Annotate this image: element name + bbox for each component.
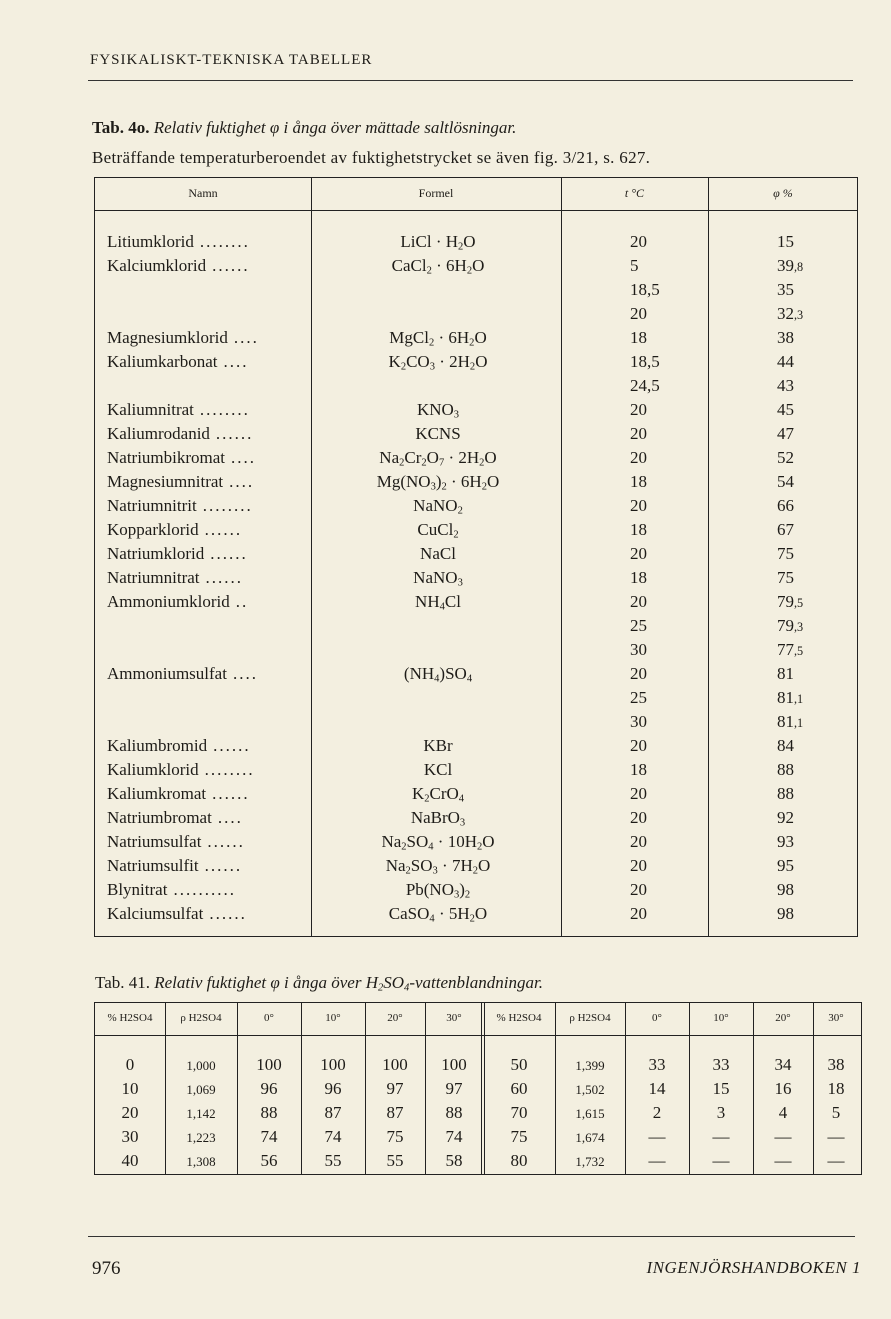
table-cell: — <box>648 1151 666 1170</box>
leader-dots: ...... <box>204 520 243 539</box>
table-cell: — <box>774 1151 792 1170</box>
table-row <box>95 352 857 376</box>
salt-formula: MgCl$_2$ · $6H_2O$ <box>389 328 487 349</box>
temperature-value: 20 <box>630 664 647 683</box>
column-header: 20° <box>775 1012 791 1024</box>
column-header-formula: Formel <box>418 186 454 200</box>
salt-name: Kaliumbromid ...... <box>107 736 251 755</box>
salt-name: Natriumbikromat .... <box>107 448 257 467</box>
temperature-value: 20 <box>630 424 647 443</box>
column-header: 30° <box>828 1012 844 1024</box>
leader-dots: ...... <box>205 568 244 587</box>
humidity-value: 95 <box>777 856 794 875</box>
table-row <box>95 472 857 496</box>
table-cell: 30 <box>121 1127 139 1146</box>
salt-formula: KCl <box>423 760 453 779</box>
temperature-value: 30 <box>630 712 647 731</box>
temperature-value: 18,5 <box>630 352 660 371</box>
book-title: INGENJÖRSHANDBOKEN 1 <box>646 1258 861 1277</box>
humidity-value: 88 <box>777 784 794 803</box>
humidity-value: 39,8 <box>777 256 804 275</box>
leader-dots: .... <box>232 664 258 683</box>
table-cell: — <box>827 1151 845 1170</box>
column-header: ρ H2SO4 <box>569 1012 611 1024</box>
table-cell: 34 <box>774 1055 792 1074</box>
table-row <box>95 688 857 712</box>
salt-name: Kaliumrodanid ...... <box>107 424 254 443</box>
leader-dots: .... <box>233 328 259 347</box>
humidity-value: 43 <box>777 376 794 395</box>
salt-name: Natriumsulfit ...... <box>107 856 243 875</box>
humidity-sulfuric-acid-table <box>94 1002 862 1175</box>
table-row <box>95 448 857 472</box>
salt-name: Magnesiumnitrat .... <box>107 472 255 491</box>
table-cell: 38 <box>827 1055 845 1074</box>
table-cell: 4 <box>778 1103 788 1122</box>
salt-name: Kaliumkarbonat .... <box>107 352 249 371</box>
table-cell: 16 <box>774 1079 792 1098</box>
temperature-value: 25 <box>630 616 647 635</box>
table-cell: 87 <box>324 1103 342 1122</box>
table-cell: 74 <box>324 1127 342 1146</box>
temperature-value: 5 <box>630 256 639 275</box>
salt-formula: $Na_2Cr_2O_7 \cdot 2H_2O$ <box>379 448 497 469</box>
table41-title: Relativ fuktighet φ i ånga över $H_2SO_4$-vattenblandningar. <box>154 973 543 994</box>
leader-dots: ...... <box>210 544 248 563</box>
table-row <box>95 592 857 616</box>
table40-title: Relativ fuktighet φ i ånga över mättade saltlösningar. <box>153 118 517 137</box>
temperature-value: 18 <box>630 472 647 491</box>
table-cell: 33 <box>712 1055 730 1074</box>
table-cell: 1,502 <box>575 1082 605 1097</box>
column-header: 0° <box>652 1012 662 1024</box>
humidity-value: 38 <box>777 328 794 347</box>
salt-formula: NaNO$_3$ <box>413 568 463 589</box>
table-cell: 18 <box>827 1079 845 1098</box>
table-cell: 96 <box>324 1079 342 1098</box>
table-cell: 55 <box>324 1151 342 1170</box>
table-row <box>95 808 857 832</box>
table-cell: 5 <box>831 1103 841 1122</box>
salt-name: Natriumklorid ...... <box>107 544 248 563</box>
table-cell: 1,069 <box>186 1082 216 1097</box>
temperature-value: 20 <box>630 448 647 467</box>
leader-dots: ...... <box>209 904 247 923</box>
humidity-value: 75 <box>777 544 794 563</box>
table-cell: — <box>712 1151 730 1170</box>
humidity-value: 54 <box>777 472 794 491</box>
temperature-value: 20 <box>630 592 647 611</box>
humidity-value: 47 <box>777 424 794 443</box>
leader-dots: ........ <box>204 760 255 779</box>
humidity-value: 75 <box>777 568 794 587</box>
temperature-value: 18 <box>630 520 647 539</box>
temperature-value: 20 <box>630 736 647 755</box>
table-cell: — <box>712 1127 730 1146</box>
humidity-value: 84 <box>777 736 794 755</box>
salt-name: Magnesiumklorid .... <box>107 328 259 347</box>
temperature-value: 24,5 <box>630 376 660 395</box>
salt-name: Kaliumkromat ...... <box>107 784 250 803</box>
table41-caption <box>95 973 543 993</box>
table40-caption <box>92 118 516 138</box>
humidity-salt-table <box>94 177 858 937</box>
humidity-value: 44 <box>777 352 794 371</box>
column-header: % H2SO4 <box>107 1012 153 1024</box>
table-cell: 2 <box>652 1103 662 1122</box>
table-row <box>95 232 857 256</box>
leader-dots: ...... <box>212 256 250 275</box>
table-cell: 14 <box>648 1079 666 1098</box>
salt-formula: NaNO$_2$ <box>413 496 463 517</box>
humidity-value: 45 <box>777 400 794 419</box>
humidity-value: 81,1 <box>777 688 804 707</box>
temperature-value: 20 <box>630 808 647 827</box>
table-cell: 40 <box>121 1151 139 1170</box>
table-cell: — <box>774 1127 792 1146</box>
table-cell: 1,308 <box>186 1154 216 1169</box>
column-header: % H2SO4 <box>496 1012 542 1024</box>
table-cell: 1,615 <box>575 1106 605 1121</box>
table-row <box>95 520 857 544</box>
temperature-value: 20 <box>630 904 647 923</box>
table-cell: 0 <box>125 1055 135 1074</box>
salt-formula: $Na_2SO_4 \cdot 10H_2O$ <box>381 832 495 853</box>
table-row <box>95 328 857 352</box>
humidity-value: 79,5 <box>777 592 804 611</box>
salt-name: Kalciumsulfat ...... <box>107 904 247 923</box>
temperature-value: 20 <box>630 880 647 899</box>
footer-rule <box>88 1236 855 1237</box>
humidity-value: 15 <box>777 232 794 251</box>
table-cell: 75 <box>386 1127 404 1146</box>
humidity-value: 81,1 <box>777 712 804 731</box>
humidity-value: 35 <box>777 280 794 299</box>
salt-formula: KCNS <box>415 424 461 443</box>
salt-formula: CuCl$_2$ <box>417 520 459 541</box>
table-cell: 1,000 <box>186 1058 216 1073</box>
leader-dots: .... <box>217 808 243 827</box>
column-header: 0° <box>264 1012 274 1024</box>
table-cell: 55 <box>386 1151 404 1170</box>
table-row <box>95 784 857 808</box>
table-cell: 88 <box>260 1103 278 1122</box>
column-header: 20° <box>387 1012 403 1024</box>
temperature-value: 18 <box>630 568 647 587</box>
salt-formula: $Mg(NO_3)_2 \cdot 6H_2O$ <box>376 472 500 493</box>
leader-dots: .......... <box>173 880 236 899</box>
table-row <box>95 760 857 784</box>
salt-name: Ammoniumsulfat .... <box>107 664 258 683</box>
salt-name: Natriumnitrat ...... <box>107 568 244 587</box>
table41-header-rule <box>95 1035 861 1036</box>
temperature-value: 20 <box>630 400 647 419</box>
table-row <box>95 616 857 640</box>
salt-name: Natriumsulfat ...... <box>107 832 245 851</box>
table-row <box>95 736 857 760</box>
salt-formula: NaBrO$_3$ <box>410 808 466 829</box>
temperature-value: 20 <box>630 304 647 323</box>
temperature-value: 20 <box>630 784 647 803</box>
salt-formula: $K_2CrO_4$ <box>411 784 465 805</box>
running-title: FYSIKALISKT-TEKNISKA TABELLER <box>90 52 373 68</box>
header-rule <box>88 80 853 81</box>
table-row <box>95 832 857 856</box>
salt-formula: CaCl$_2$ · $6H_2O$ <box>391 256 485 277</box>
humidity-value: 92 <box>777 808 794 827</box>
leader-dots: ...... <box>215 424 254 443</box>
table-cell: 3 <box>716 1103 726 1122</box>
table-cell: 10 <box>121 1079 139 1098</box>
column-header-temperature: t °C <box>624 186 645 200</box>
leader-dots: ...... <box>204 856 243 875</box>
table-cell: 33 <box>648 1055 666 1074</box>
table-row <box>95 376 857 400</box>
table-row <box>95 544 857 568</box>
table-row <box>95 256 857 280</box>
humidity-value: 79,3 <box>777 616 804 635</box>
salt-name: Ammoniumklorid .. <box>107 592 249 611</box>
table-cell: — <box>648 1127 666 1146</box>
table-cell: 74 <box>445 1127 463 1146</box>
temperature-value: 20 <box>630 232 647 251</box>
column-header: 10° <box>713 1012 729 1024</box>
salt-formula: $NH_4Cl$ <box>415 592 461 613</box>
table-cell: 58 <box>445 1151 463 1170</box>
temperature-value: 18,5 <box>630 280 660 299</box>
humidity-value: 52 <box>777 448 794 467</box>
column-header-humidity: φ % <box>773 186 793 200</box>
table-row <box>95 400 857 424</box>
page-number: 976 <box>92 1258 121 1279</box>
salt-name: Kopparklorid ...... <box>107 520 243 539</box>
humidity-value: 67 <box>777 520 794 539</box>
salt-name: Natriumbromat .... <box>107 808 243 827</box>
table41-number: Tab. 41. <box>95 973 150 992</box>
table-cell: 97 <box>386 1079 404 1098</box>
salt-formula: $(NH_4)SO_4$ <box>403 664 473 685</box>
table-cell: — <box>827 1127 845 1146</box>
column-header: 10° <box>325 1012 341 1024</box>
salt-name: Blynitrat .......... <box>107 880 236 899</box>
table-cell: 1,142 <box>186 1106 216 1121</box>
table-cell: 70 <box>510 1103 528 1122</box>
salt-formula: $K_2CO_3 \cdot 2H_2O$ <box>388 352 488 373</box>
salt-name: Natriumnitrit ........ <box>107 496 253 515</box>
table-row <box>95 712 857 736</box>
leader-dots: .... <box>231 448 257 467</box>
leader-dots: .... <box>229 472 255 491</box>
table-cell: 1,399 <box>575 1058 605 1073</box>
leader-dots: ...... <box>207 832 245 851</box>
table-row <box>95 856 857 880</box>
humidity-value: 66 <box>777 496 794 515</box>
table-row <box>95 880 857 904</box>
leader-dots: ........ <box>199 400 250 419</box>
leader-dots: ...... <box>213 736 251 755</box>
salt-name: Kalciumklorid ...... <box>107 256 250 275</box>
salt-formula: KBr <box>423 736 453 755</box>
leader-dots: ........ <box>199 232 250 251</box>
humidity-value: 88 <box>777 760 794 779</box>
table40-number: Tab. 4o. <box>92 118 150 137</box>
humidity-value: 98 <box>777 904 794 923</box>
temperature-value: 25 <box>630 688 647 707</box>
table-cell: 80 <box>510 1151 528 1170</box>
table-row <box>95 424 857 448</box>
salt-formula: $Na_2SO_3 \cdot 7H_2O$ <box>385 856 491 877</box>
temperature-value: 18 <box>630 760 647 779</box>
salt-formula: NaCl <box>420 544 456 563</box>
leader-dots: ........ <box>202 496 253 515</box>
temperature-value: 20 <box>630 496 647 515</box>
table-cell: 74 <box>260 1127 278 1146</box>
table-cell: 100 <box>320 1055 346 1074</box>
salt-formula: $KNO_3$ <box>416 400 460 421</box>
humidity-value: 81 <box>777 664 794 683</box>
table-row <box>95 304 857 328</box>
salt-name: Kaliumnitrat ........ <box>107 400 250 419</box>
temperature-value: 20 <box>630 856 647 875</box>
humidity-value: 77,5 <box>777 640 804 659</box>
table-row <box>95 904 857 928</box>
table-cell: 20 <box>121 1103 139 1122</box>
temperature-value: 20 <box>630 544 647 563</box>
table-cell: 88 <box>445 1103 463 1122</box>
table-cell: 75 <box>510 1127 528 1146</box>
table-row <box>95 664 857 688</box>
table-cell: 100 <box>382 1055 408 1074</box>
table-cell: 15 <box>712 1079 730 1098</box>
humidity-value: 98 <box>777 880 794 899</box>
table40-note: Beträffande temperaturberoendet av fuktighetstrycket se även fig. 3/21, s. 627. <box>92 148 651 167</box>
table-cell: 1,674 <box>575 1130 605 1145</box>
temperature-value: 18 <box>630 328 647 347</box>
salt-formula: CaSO$_4$ · $5H_2O$ <box>388 904 488 925</box>
salt-name: Kaliumklorid ........ <box>107 760 255 779</box>
table-cell: 1,223 <box>186 1130 216 1145</box>
leader-dots: ...... <box>212 784 250 803</box>
table-row <box>95 568 857 592</box>
column-header: ρ H2SO4 <box>180 1012 222 1024</box>
humidity-value: 93 <box>777 832 794 851</box>
temperature-value: 30 <box>630 640 647 659</box>
table-row <box>95 640 857 664</box>
salt-formula: LiCl · $H_2O$ <box>400 232 476 253</box>
table-cell: 100 <box>256 1055 282 1074</box>
table-cell: 100 <box>441 1055 467 1074</box>
column-header: 30° <box>446 1012 462 1024</box>
column-header-name: Namn <box>188 186 218 200</box>
table-cell: 97 <box>445 1079 463 1098</box>
table-cell: 1,732 <box>575 1154 605 1169</box>
table-cell: 96 <box>260 1079 278 1098</box>
table-row <box>95 496 857 520</box>
table-cell: 87 <box>386 1103 404 1122</box>
humidity-value: 32,3 <box>777 304 804 323</box>
temperature-value: 20 <box>630 832 647 851</box>
leader-dots: .. <box>235 592 249 611</box>
table-cell: 56 <box>260 1151 278 1170</box>
leader-dots: .... <box>223 352 249 371</box>
salt-name: Litiumklorid ........ <box>107 232 250 251</box>
table-cell: 60 <box>510 1079 528 1098</box>
table-cell: 50 <box>510 1055 528 1074</box>
table-row <box>95 280 857 304</box>
salt-formula: $Pb(NO_3)_2$ <box>405 880 471 901</box>
